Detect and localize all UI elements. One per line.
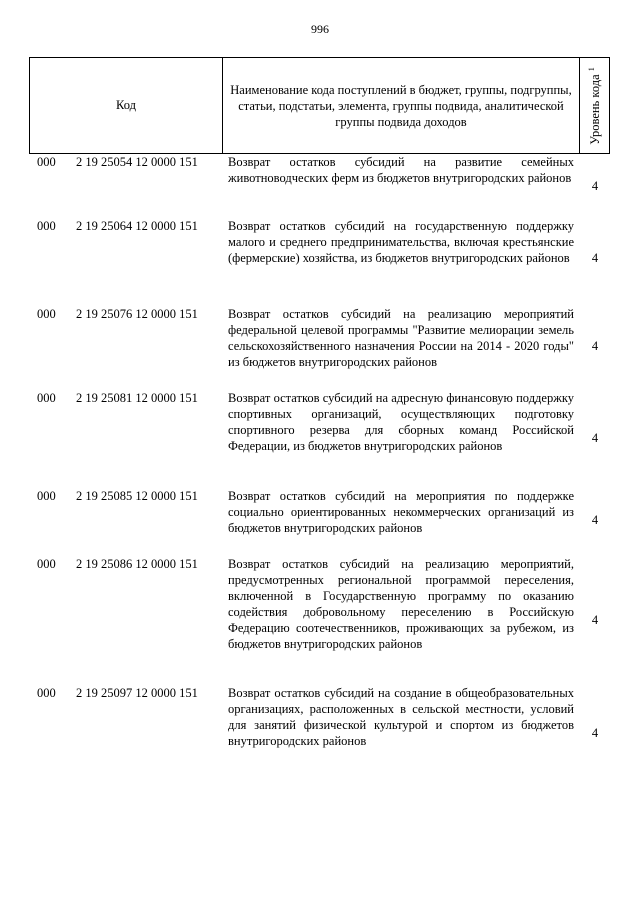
code-level: 4	[591, 339, 599, 353]
admin-code: 000	[37, 219, 56, 233]
revenue-code: 2 19 25085 12 0000 151	[76, 489, 198, 503]
description: Возврат остатков субсидий на реализацию мероприятий, предусмотренных региональной программой переселения, включенной в Государственную программу по оказанию содействия добровольному переселению в Российскую Федерацию соотечественников, проживающих за рубежом, из бюджетов внутригородских районов	[228, 557, 574, 651]
table-row	[29, 306, 610, 390]
description: Возврат остатков субсидий на создание в общеобразовательных организациях, расположенных в сельской местности, условий для занятий физической культурой и спортом из бюджетов внутригородских районов	[228, 686, 574, 748]
revenue-code: 2 19 25086 12 0000 151	[76, 557, 198, 571]
admin-code: 000	[37, 155, 56, 169]
table-row	[29, 685, 610, 775]
table-header	[29, 57, 610, 154]
revenue-code: 2 19 25054 12 0000 151	[76, 155, 198, 169]
revenue-code: 2 19 25076 12 0000 151	[76, 307, 198, 321]
description: Возврат остатков субсидий на государственную поддержку малого и среднего предпринимательства, включая крестьянские (фермерские) хозяйства, из бюджетов внутригородских районов	[228, 219, 574, 265]
table-row	[29, 488, 610, 556]
table-row	[29, 390, 610, 488]
revenue-code: 2 19 25081 12 0000 151	[76, 391, 198, 405]
header-level-label	[586, 67, 602, 145]
code-level: 4	[591, 513, 599, 527]
description: Возврат остатков субсидий на реализацию мероприятий федеральной целевой программы "Развитие мелиорации земель сельскохозяйственного назначения России на 2014 - 2020 годы" из бюджетов внутригородских районов	[228, 307, 574, 369]
header-name: Наименование кода поступлений в бюджет, группы, подгруппы, статьи, подстатьи, элемента, группы подвида, аналитической группы подвида доходов	[223, 58, 580, 153]
header-level	[580, 58, 609, 153]
description: Возврат остатков субсидий на адресную финансовую поддержку спортивных организаций, осуществляющих подготовку спортивного резерва для сборных команд Российской Федерации, из бюджетов внутригородских районов	[228, 391, 574, 453]
admin-code: 000	[37, 557, 56, 571]
code-level: 4	[591, 613, 599, 627]
table-row	[29, 154, 610, 218]
table-row	[29, 556, 610, 685]
code-level: 4	[591, 251, 599, 265]
table-row	[29, 218, 610, 306]
admin-code: 000	[37, 686, 56, 700]
page-number: 996	[311, 22, 329, 36]
table-body	[29, 154, 610, 775]
header-code: Код	[30, 58, 223, 153]
admin-code: 000	[37, 391, 56, 405]
code-level: 4	[591, 726, 599, 740]
revenue-code: 2 19 25064 12 0000 151	[76, 219, 198, 233]
header-level-footnote: 1	[586, 66, 596, 71]
description: Возврат остатков субсидий на мероприятия по поддержке социально ориентированных некоммерческих организаций из бюджетов внутригородских районов	[228, 489, 574, 535]
description: Возврат остатков субсидий на развитие семейных животноводческих ферм из бюджетов внутригородских районов	[228, 155, 574, 185]
header-level-text: Уровень кода	[587, 73, 602, 145]
code-level: 4	[591, 179, 599, 193]
admin-code: 000	[37, 489, 56, 503]
code-level: 4	[591, 431, 599, 445]
admin-code: 000	[37, 307, 56, 321]
revenue-code: 2 19 25097 12 0000 151	[76, 686, 198, 700]
